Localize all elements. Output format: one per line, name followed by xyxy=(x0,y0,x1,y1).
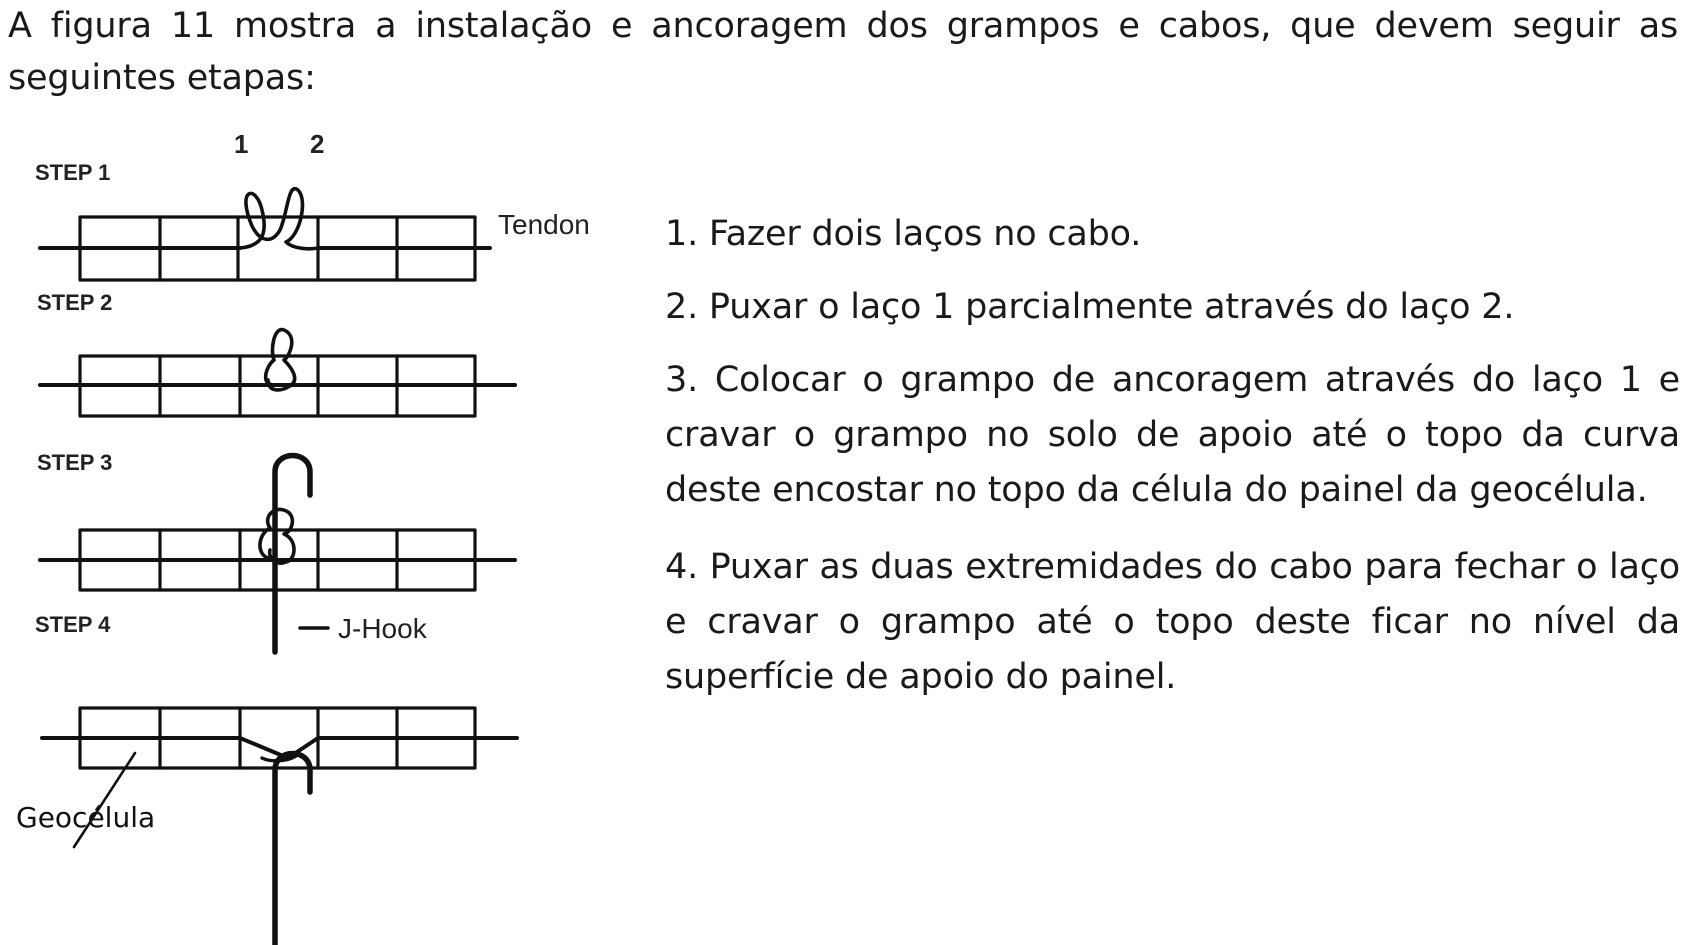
intro-paragraph: A figura 11 mostra a instalação e ancoragem dos grampos e cabos, que devem seguir as seguintes etapas: xyxy=(8,6,1678,98)
step-2-text: 2. Puxar o laço 1 parcialmente através do laço 2. xyxy=(665,287,1515,327)
step-3-text: 3. Colocar o grampo de ancoragem através do laço 1 e cravar o grampo no solo de apoio até o topo da curva deste encostar no topo da célula do painel da geocélula. xyxy=(665,360,1680,510)
tendon-label: Tendon xyxy=(498,209,590,240)
step2-drawing xyxy=(40,330,515,416)
step1-label: STEP 1 xyxy=(35,160,111,185)
step2-label: STEP 2 xyxy=(37,290,113,315)
anchoring-diagram xyxy=(0,130,640,945)
step4-label: STEP 4 xyxy=(35,612,111,637)
step-4-text: 4. Puxar as duas extremidades do cabo para fechar o laço e cravar o grampo até o topo deste ficar no nível da superfície de apoio do painel. xyxy=(665,547,1680,697)
step3-drawing xyxy=(40,456,515,653)
jhook-label: J-Hook xyxy=(338,613,427,644)
step1-drawing xyxy=(40,189,490,280)
loop1-label: 1 xyxy=(234,130,249,159)
loop2-label: 2 xyxy=(310,130,325,159)
step-1-text: 1. Fazer dois laços no cabo. xyxy=(665,214,1142,254)
geocell-label: Geocélula xyxy=(16,801,156,834)
step3-label: STEP 3 xyxy=(37,450,113,475)
steps-list xyxy=(665,207,1680,727)
anchoring-figure xyxy=(0,130,640,945)
